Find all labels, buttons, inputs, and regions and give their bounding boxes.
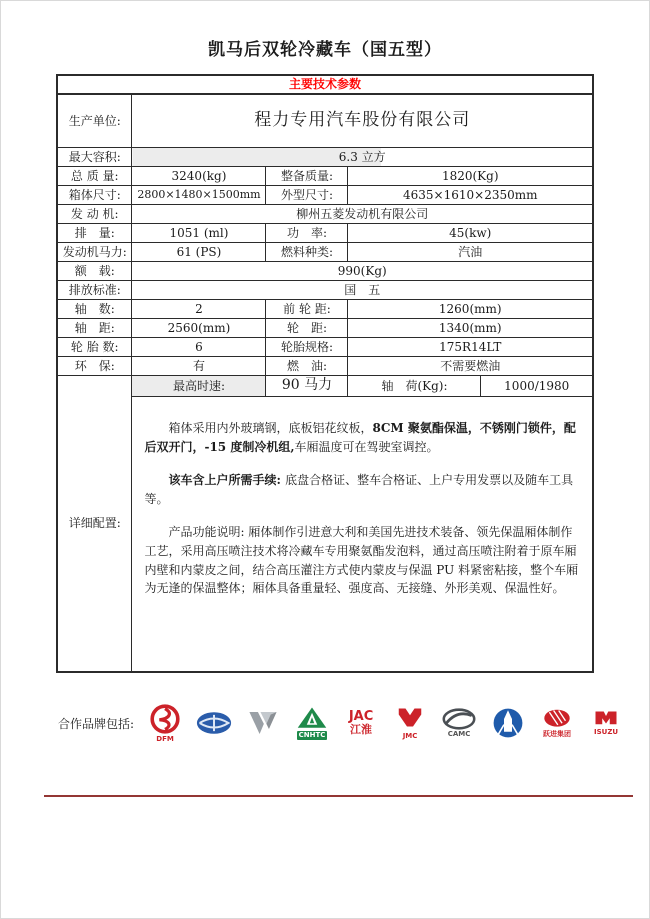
engine-value: 柳州五菱发动机有限公司 [132,205,593,224]
table-row [57,205,593,224]
top-speed-value: 90 马力 [266,376,348,397]
environment-label: 环 保: [57,357,132,376]
table-row [57,224,593,243]
detail-paragraph-1: 箱体采用内外玻璃钢，底板铝花纹板，8CM 聚氨酯保温，不锈刚门锁件，配后双开门，-15 度制冷机组,车厢温度可在驾驶室调控。 [144,421,576,454]
brand-logo-rocket [488,707,528,740]
brand-caption: CNHTC [298,731,326,739]
table-row [57,357,593,376]
track-value: 1340(mm) [348,319,593,338]
capacity-label: 最大容积: [57,148,132,167]
axle-count-value: 2 [132,300,266,319]
overall-size-value: 4635×1610×2350mm [348,186,593,205]
capacity-value: 6.3 立方 [132,148,593,167]
wheelbase-value: 2560(mm) [132,319,266,338]
table-row [57,376,593,397]
total-mass-label: 总 质 量: [57,167,132,186]
fuel-value: 不需要燃油 [348,357,593,376]
emission-label: 排放标准: [57,281,132,300]
brand-logo-isuzu [586,710,626,736]
partner-brands-row [58,695,649,751]
brand-caption: 跃进集团 [543,730,572,738]
rocket-logo-icon [492,707,524,739]
brand-logo-cnhtc [292,706,332,740]
brand-caption: ISUZU [594,728,619,736]
silver-v-logo-icon [246,709,280,737]
page-title: 凯马后双轮冷藏车（国五型） [208,40,442,60]
axle-count-label: 轴 数: [57,300,132,319]
detail-config-label: 详细配置: [57,376,132,673]
brand-logo-yuejin [537,708,577,738]
brand-logo-jmc [390,706,430,740]
camc-logo-icon [442,708,476,730]
table-row [57,319,593,338]
curb-mass-value: 1820(Kg) [348,167,593,186]
partner-brands-label: 合作品牌包括: [58,716,135,731]
cnhtc-logo-icon [297,706,327,730]
curb-mass-label: 整备质量: [266,167,348,186]
wheelbase-label: 轴 距: [57,319,132,338]
producer-label: 生产单位: [57,94,132,148]
table-row [57,338,593,357]
horsepower-value: 61 (PS) [132,243,266,262]
front-track-label: 前 轮 距: [266,300,348,319]
table-row [57,148,593,167]
displacement-label: 排 量: [57,224,132,243]
brand-caption: CAMC [447,730,471,738]
brand-caption: JMC [402,732,418,740]
table-row [57,397,593,673]
table-row [57,300,593,319]
table-row [57,75,593,94]
overall-size-label: 外型尺寸: [266,186,348,205]
axle-load-value: 1000/1980 [481,376,593,397]
dongfeng-logo-icon [149,703,181,735]
environment-value: 有 [132,357,266,376]
box-size-label: 箱体尺寸: [57,186,132,205]
engine-label: 发 动 机: [57,205,132,224]
fuel-label: 燃 油: [266,357,348,376]
brand-logo-faw [194,711,234,736]
emission-value: 国 五 [132,281,593,300]
brand-logo-silver-v [243,709,283,738]
tire-count-label: 轮 胎 数: [57,338,132,357]
rated-load-value: 990(Kg) [132,262,593,281]
isuzu-logo-icon [591,710,621,728]
detail-paragraph-2: 该车含上户所需手续: 底盘合格证、整车合格证、上户专用发票以及随车工具等。 [144,473,574,506]
detail-paragraph-3: 产品功能说明: 厢体制作引进意大利和美国先进技术装备、领先保温厢体制作工艺，采用高压喷注技术将冷藏车专用聚氨酯发泡料，通过高压喷注附着于原车厢内壁和内蒙皮之间，结合高压灌注方式使内蒙皮与保温 PU 料紧密粘接，整个车厢为无逢的保温整体；厢体具备重量轻、强度高、无接缝、外形美观、保温性好。 [144,525,579,596]
brand-logo-camc [439,708,479,738]
jac-logo-icon: JAC [348,708,374,724]
tire-spec-label: 轮胎规格: [266,338,348,357]
top-speed-label: 最高时速: [132,376,266,397]
power-value: 45(kw) [348,224,593,243]
power-label: 功 率: [266,224,348,243]
horsepower-label: 发动机马力: [57,243,132,262]
table-row [57,262,593,281]
brand-logo-dongfeng [145,703,185,743]
brand-caption: 江淮 [350,722,373,736]
track-label: 轮 距: [266,319,348,338]
table-row [57,94,593,148]
fuel-type-label: 燃料种类: [266,243,348,262]
faw-logo-icon [196,711,232,735]
rated-load-label: 额 载: [57,262,132,281]
tire-spec-value: 175R14LT [348,338,593,357]
box-size-value: 2800×1480×1500mm [132,186,266,205]
producer-value: 程力专用汽车股份有限公司 [132,94,593,148]
front-track-value: 1260(mm) [348,300,593,319]
brand-caption: DFM [156,735,174,743]
fuel-type-value: 汽油 [348,243,593,262]
table-row [57,167,593,186]
tire-count-value: 6 [132,338,266,357]
yuejin-logo-icon [540,708,574,730]
detail-config-text [132,397,593,673]
axle-load-label: 轴 荷(Kg): [348,376,481,397]
total-mass-value: 3240(kg) [132,167,266,186]
brand-logo-jac [341,710,381,736]
displacement-value: 1051 (ml) [132,224,266,243]
table-header-title: 主要技术参数 [57,75,593,94]
table-row [57,186,593,205]
spec-table [56,74,594,673]
table-row [57,243,593,262]
table-row [57,281,593,300]
red-horizontal-rule [44,795,633,797]
jmc-logo-icon [395,706,425,732]
